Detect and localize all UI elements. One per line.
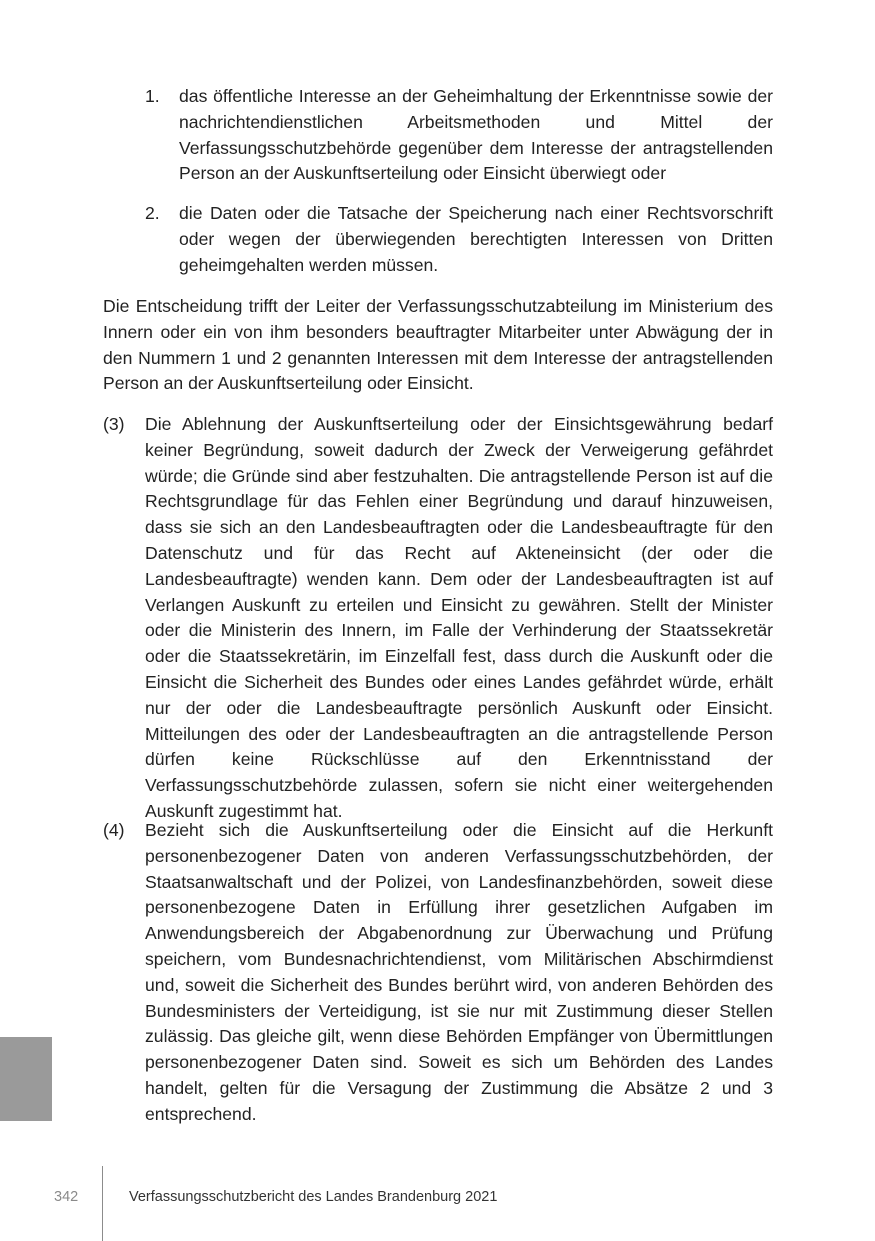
list-item-text: die Daten oder die Tatsache der Speicherung nach einer Rechtsvorschrift oder wegen der überwiegenden berechtigten Interessen von Dritten geheimgehalten werden müssen. — [179, 203, 773, 275]
list-item-text: das öffentliche Interesse an der Geheimhaltung der Erkenntnisse sowie der nachrichtendienstlichen Arbeitsmethoden und Mittel der Verfassungsschutzbehörde gegenüber dem Interesse der antragstellenden Person an der Auskunftserteilung oder Einsicht überwiegt oder — [179, 86, 773, 184]
section-number: (3) — [103, 414, 125, 434]
page-number: 342 — [54, 1189, 79, 1205]
footer-title: Verfassungsschutzbericht des Landes Brandenburg 2021 — [129, 1189, 498, 1205]
section-text: Die Ablehnung der Auskunftserteilung oder der Einsichtsgewährung bedarf keiner Begründung, soweit dadurch der Zweck der Verweigerung gefährdet würde; die Gründe sind aber festzuhalten. Die antragstellende Person ist auf die Rechtsgrundlage für das Fehlen einer Begründung und darauf hinzuweisen, dass sie sich an den Landesbeauftragten oder die Landesbeauftragte für den Datenschutz und für das Recht auf Akteneinsicht (der oder die Landesbeauftragte) wenden kann. Dem oder der Landesbeauftragten ist auf Verlangen Auskunft zu erteilen und Einsicht zu gewähren. Stellt der Minister oder die Ministerin des Innern, im Falle der Verhinderung der Staatssekretär oder die Staatssekretärin, im Einzelfall fest, dass durch die Auskunft oder die Einsicht die Sicherheit des Bundes oder eines Landes gefährdet würde, erhält nur der oder die Landesbeauftragte persönlich Auskunft oder Einsicht. Mitteilungen des oder der Landesbeauftragten an die antragstellende Person dürfen keine Rückschlüsse auf den Erkenntnisstand der Verfassungsschutzbehörde zulassen, sofern sie nicht einer weitergehenden Auskunft zugestimmt hat. — [145, 414, 773, 821]
decision-paragraph: Die Entscheidung trifft der Leiter der Verfassungsschutzabteilung im Ministerium des Innern oder ein von ihm besonders beauftragter Mitarbeiter unter Abwägung der in den Nummern 1 und 2 genannten Interessen mit dem Interesse der antragstellenden Person an der Auskunftserteilung oder Einsicht. — [103, 296, 773, 394]
footer-divider — [102, 1166, 103, 1241]
list-item-number: 2. — [145, 203, 160, 223]
list-item-number: 1. — [145, 86, 160, 106]
section-number: (4) — [103, 820, 125, 840]
chapter-side-tab — [0, 1037, 52, 1121]
section-text: Bezieht sich die Auskunftserteilung oder die Einsicht auf die Herkunft personenbezogener Daten von anderen Verfassungsschutzbehörden, der Staatsanwaltschaft und der Polizei, von Landesfinanzbehörden, soweit diese personenbezogene Daten in Erfüllung ihrer gesetzlichen Aufgaben im Anwendungsbereich der Abgabenordnung zur Überwachung und Prüfung speichern, vom Bundesnachrichtendienst, vom Militärischen Abschirmdienst und, soweit die Sicherheit des Bundes berührt wird, von anderen Behörden des Bundesministers der Verteidigung, ist sie nur mit Zustimmung dieser Stellen zulässig. Das gleiche gilt, wenn diese Behörden Empfänger von Übermittlungen personenbezogener Daten sind. Soweit es sich um Behörden des Landes handelt, gelten für die Versagung der Zustimmung die Absätze 2 und 3 entsprechend. — [145, 820, 773, 1124]
